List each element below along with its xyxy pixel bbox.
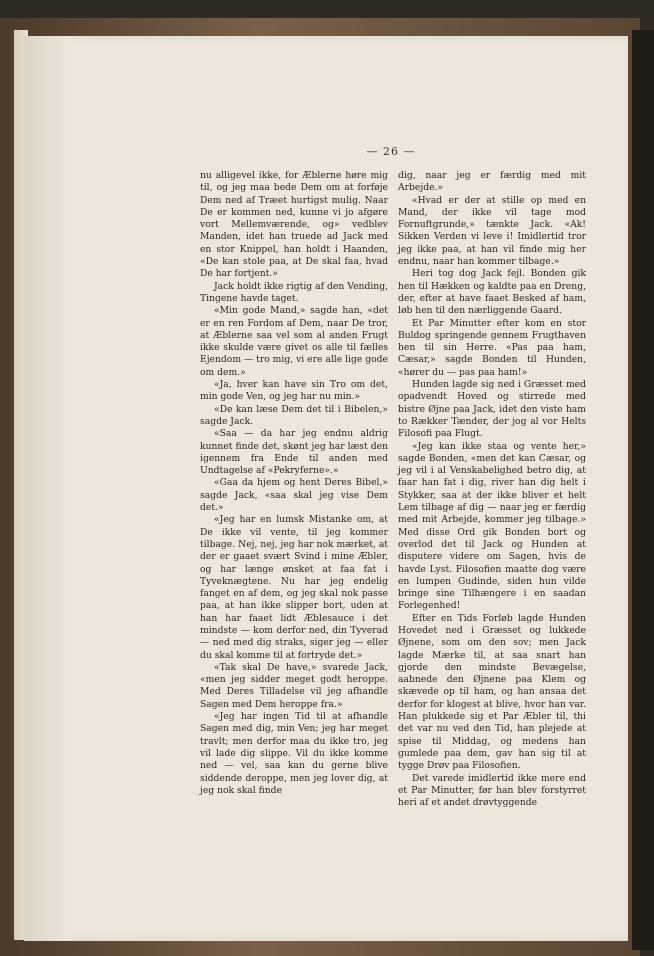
paragraph: «Saa — da har jeg endnu aldrig kunnet finde det, skønt jeg har læst den igennem fra Ende til anden med Undtagelse af «Pekryferne».» [200, 428, 388, 477]
text-column-right [398, 170, 586, 809]
background-strip [632, 30, 654, 950]
paragraph: nu alligevel ikke, for Æblerne høre mig til, og jeg maa bede Dem om at forføje Dem ned af Træet hurtigst mulig. Naar De er kommen ned, kunne vi jo afgøre vort Mellemværende, og» vedblev Manden, idet han truede ad Jack med en stor Knippel, han holdt i Haanden, «De kan stole paa, at De skal faa, hvad De har fortjent.» [200, 170, 388, 280]
paragraph: «Gaa da hjem og hent Deres Bibel,» sagde Jack, «saa skal jeg vise Dem det.» [200, 477, 388, 514]
paragraph: Jack holdt ikke rigtig af den Vending, Tingene havde taget. [200, 280, 388, 304]
paragraph: «Jeg har ingen Tid til at afhandle Sagen med dig, min Ven; jeg har meget travlt; men derfor maa du ikke tro, jeg vil lade dig slippe. Vil du ikke komme ned — vel, saa kan du gerne blive siddende deroppe, men jeg lover dig, at jeg nok skal finde [200, 711, 388, 796]
paragraph: dig, naar jeg er færdig med mit Arbejde.» [398, 170, 586, 194]
paragraph: «Min gode Mand,» sagde han, «det er en ren Fordom af Dem, naar De tror, at Æblerne saa vel som al anden Frugt ikke skulde være givet os alle til fælles Ejendom — tro mig, vi ere alle lige gode om dem.» [200, 305, 388, 378]
paragraph: «Jeg har en lumsk Mistanke om, at De ikke vil vente, til jeg kommer tilbage. Nej, nej, jeg har nok mærket, at der er gaaet svært Svind i mine Æbler, og har længe ønsket at faa fat i Tyveknægtene. Nu har jeg endelig fanget en af dem, og jeg skal nok passe paa, at han ikke slipper bort, uden at han har faaet lidt Æblesauce i det mindste — kom derfor ned, din Tyverad — ned med dig straks, siger jeg — eller du skal komme til at fortryde det.» [200, 514, 388, 661]
paragraph: «Ja, hver kan have sin Tro om det, min gode Ven, og jeg har nu min.» [200, 379, 388, 403]
text-column-left [200, 170, 388, 797]
page-gutter [24, 36, 72, 941]
paragraph: Et Par Minutter efter kom en stor Buldog springende gennem Frugthaven hen til sin Herre. «Pas paa ham, Cæsar,» sagde Bonden til Hunden, «hører du — pas paa ham!» [398, 317, 586, 378]
page-number: — 26 — [366, 145, 416, 158]
paragraph: «Tak skal De have,» svarede Jack, «men jeg sidder meget godt heroppe. Med Deres Tilladelse vil jeg afhandle Sagen med Dem heroppe fra.» [200, 661, 388, 710]
paragraph: Hunden lagde sig ned i Græsset med opadvendt Hoved og stirrede med bistre Øjne paa Jack, idet den viste ham to Rækker Tænder, der jog al vor Helts Filosofi paa Flugt. [398, 379, 586, 440]
paragraph: Det varede imidlertid ikke mere end et Par Minutter, før han blev forstyrret heri af et andet drøvtyggende [398, 772, 586, 809]
paragraph: «De kan læse Dem det til i Bibelen,» sagde Jack. [200, 403, 388, 427]
paragraph: «Hvad er der at stille op med en Mand, der ikke vil tage mod Fornuftgrunde,» tænkte Jack. «Ak! Sikken Verden vi leve i! Imidlertid tror jeg ikke paa, at han vil finde mig her endnu, naar han kommer tilbage.» [398, 194, 586, 268]
paragraph: Efter en Tids Forløb lagde Hunden Hovedet ned i Græsset og lukkede Øjnene, som om den sov; men Jack lagde Mærke til, at saa snart han gjorde den mindste Bevægelse, aabnede den Øjnene paa Klem og skævede op til ham, og han ansaa det derfor for klogest at blive, hvor han var. Han plukkede sig et Par Æbler til, thi det var nu ved den Tid, han plejede at spise til Middag, og medens han gumlede paa dem, gav han sig til at tygge Drøv paa Filosofien. [398, 612, 586, 772]
paragraph: «Jeg kan ikke staa og vente her,» sagde Bonden, «men det kan Cæsar, og jeg vil i al Venskabelighed betro dig, at faar han fat i dig, river han dig helt i Stykker, saa at der ikke bliver et helt Lem tilbage af dig — naar jeg er færdig med mit Arbejde, kommer jeg tilbage.» Med disse Ord gik Bonden bort og overlod det til Jack og Hunden at disputere videre om Sagen, hvis de havde Lyst. Filosofien maatte dog være en lumpen Gudinde, siden hun vilde bringe sine Tilhængere i en saadan Forlegenhed! [398, 440, 586, 612]
paragraph: Heri tog dog Jack fejl. Bonden gik hen til Hækken og kaldte paa en Dreng, der, efter at have faaet Besked af ham, løb hen til den nærliggende Gaard. [398, 268, 586, 317]
